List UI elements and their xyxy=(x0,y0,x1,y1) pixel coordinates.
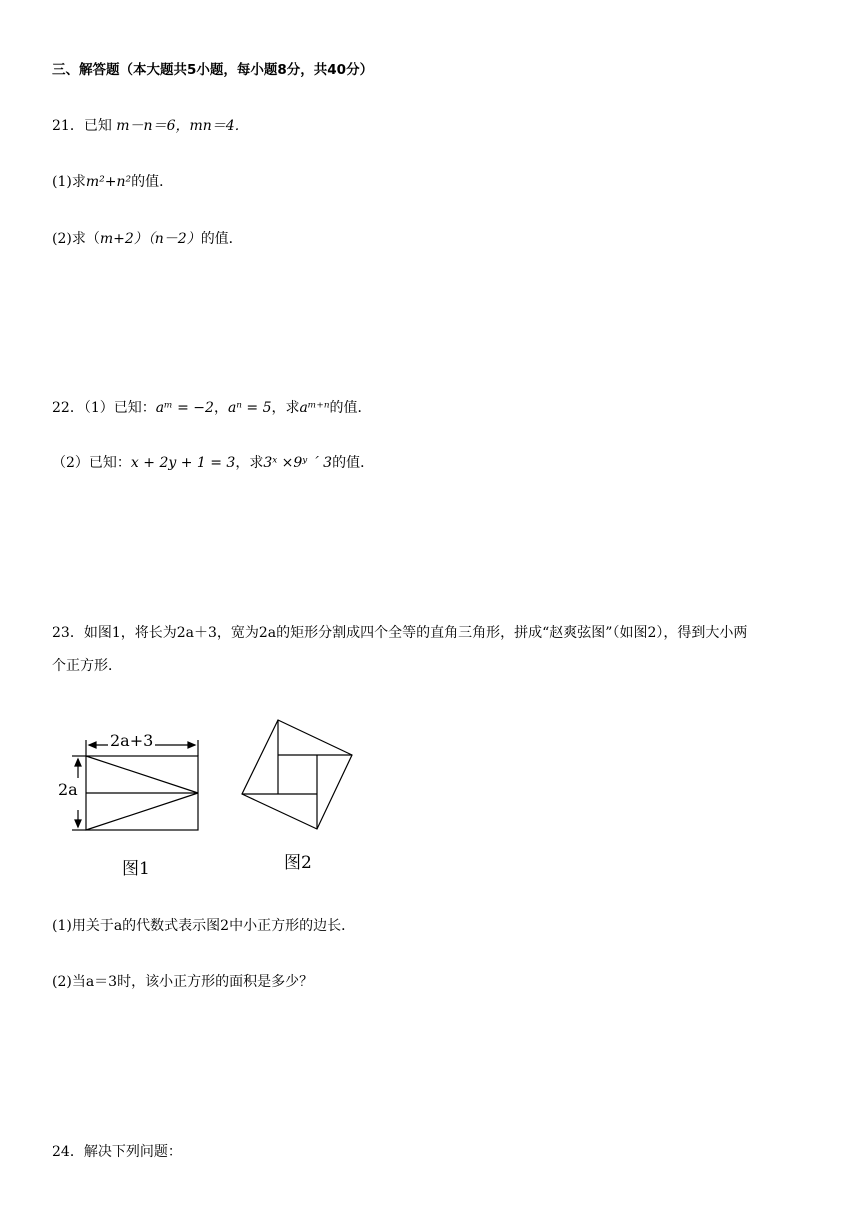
q22-part2-expr: 3ˣ ×9ʸ ´ 3 xyxy=(263,455,333,471)
q22-part1-suffix: 的值． xyxy=(329,400,372,416)
q21-condition: m－n＝6，mn＝4． xyxy=(116,118,249,134)
q22-part2-prefix: （2）已知： xyxy=(52,455,131,471)
fig1-diagonal-bottom xyxy=(86,793,198,830)
figure-2-drawing xyxy=(242,720,352,829)
q21-part2-prefix: (2)求（ xyxy=(52,231,100,247)
fig1-arrow-right xyxy=(188,742,195,748)
section-header: 三、解答题（本大题共5小题，每小题8分，共40分） xyxy=(52,62,374,78)
q22-cond1: aᵐ = −2 xyxy=(155,400,214,416)
q22-part2 xyxy=(52,453,374,473)
q22-part1-expr: aᵐ⁺ⁿ xyxy=(299,400,330,416)
fig1-caption: 图1 xyxy=(122,859,150,879)
fig1-arrow-down xyxy=(75,820,81,827)
fig1-width-label: 2a xyxy=(58,780,78,799)
q23-stem-line2: 个正方形． xyxy=(52,658,122,674)
q22-part2-suffix: 的值． xyxy=(332,455,375,471)
q23-figures xyxy=(58,712,378,882)
q21-part1-prefix: (1)求 xyxy=(52,174,86,190)
fig2-caption: 图2 xyxy=(284,853,312,873)
q21-part1 xyxy=(52,172,173,192)
q23-stem-line1: 23．如图1，将长为2a＋3，宽为2a的矩形分割成四个全等的直角三角形，拼成“赵爽弦图”（如图2），得到大小两 xyxy=(52,625,748,641)
q21-part2-expr: m+2）（n－2） xyxy=(99,231,201,247)
fig1-length-label: 2a+3 xyxy=(110,731,154,750)
fig2-outer-square xyxy=(242,720,352,829)
q22-part2-mid: ，求 xyxy=(235,455,264,471)
q22-sep: ， xyxy=(213,400,228,416)
q22-cond2: aⁿ = 5 xyxy=(227,400,272,416)
q21-prefix: 21．已知 xyxy=(52,118,112,134)
q21-part1-expr: m²+n² xyxy=(85,174,132,190)
q23-figures-svg xyxy=(58,712,378,882)
q23-part2: (2)当a＝3时，该小正方形的面积是多少？ xyxy=(52,974,314,990)
q21-part1-suffix: 的值． xyxy=(131,174,174,190)
q22-part1 xyxy=(52,398,372,418)
figure-1-drawing xyxy=(72,740,198,830)
q21-part2-suffix: 的值． xyxy=(200,231,243,247)
fig1-arrow-left xyxy=(89,742,96,748)
q22-part1-mid: ，求 xyxy=(271,400,300,416)
q22-part2-cond: x + 2y + 1 = 3 xyxy=(130,455,236,471)
q23-part1: (1)用关于a的代数式表示图2中小正方形的边长． xyxy=(52,918,356,934)
q21-part2 xyxy=(52,229,243,249)
q21-stem xyxy=(52,116,249,136)
q22-part1-prefix: 22．（1）已知： xyxy=(52,400,156,416)
fig1-arrow-up xyxy=(75,759,81,766)
q24-stem: 24．解决下列问题： xyxy=(52,1144,182,1160)
fig1-diagonal-top xyxy=(86,756,198,793)
